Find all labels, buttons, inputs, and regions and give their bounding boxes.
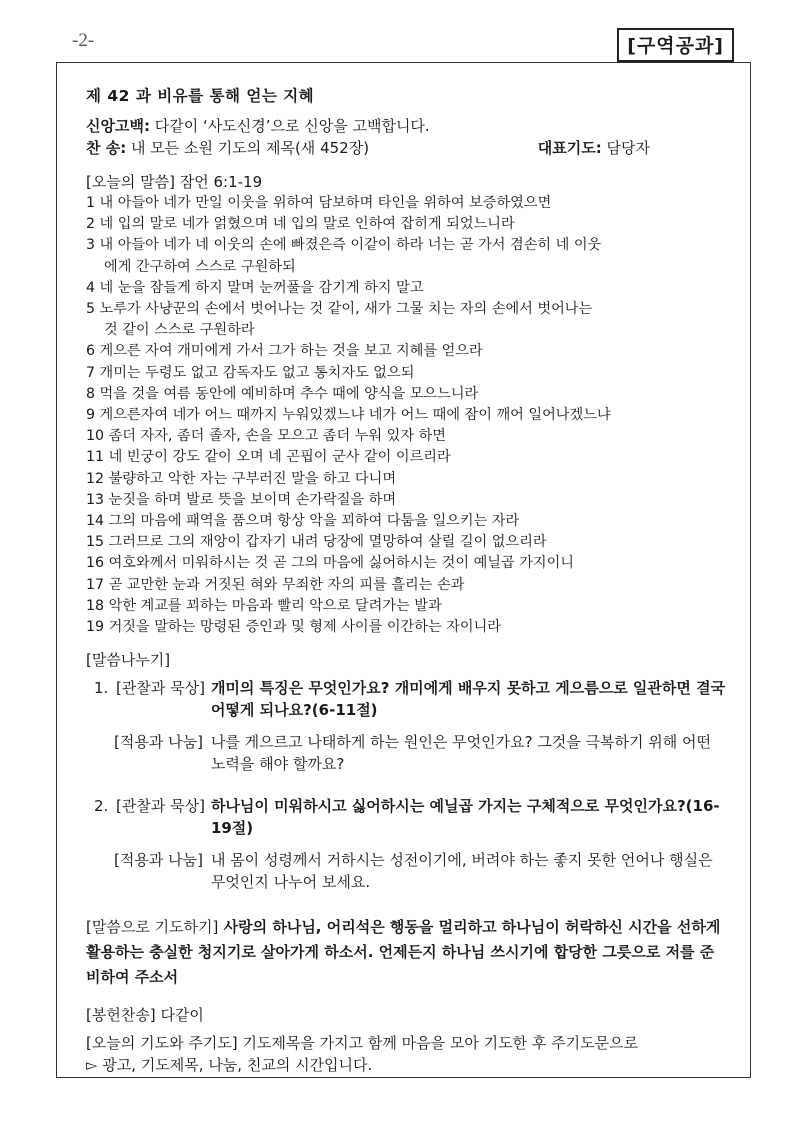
section-tag: [구역공과] — [617, 28, 734, 62]
lesson-title: 제 42 과 비유를 통해 얻는 지혜 — [86, 87, 315, 105]
confession-line — [86, 115, 726, 137]
offering-hymn — [86, 1004, 726, 1026]
scripture-label: [오늘의 말씀] — [86, 173, 175, 191]
verse: 2 네 입의 말로 네가 얽혔으며 네 입의 말로 인하여 잡히게 되었느니라 — [86, 216, 515, 233]
offering-text: 다같이 — [160, 1006, 204, 1025]
question-text: 하나님이 미워하시고 싫어하시는 예닐곱 가지는 구체적으로 무엇인가요?(16-19절) — [210, 797, 720, 838]
verse: 8 먹을 것을 여름 동안에 예비하며 추수 때에 양식을 모으느니라 — [86, 385, 479, 402]
final-prayer-label: [오늘의 기도와 주기도] — [86, 1034, 238, 1053]
offering-label: [봉헌찬송] — [86, 1006, 156, 1025]
verse-line: 에게 간구하여 스스로 구원하되 — [104, 258, 296, 275]
page-number: -2- — [72, 30, 95, 51]
verse: 13 눈짓을 하며 발로 뜻을 보이며 손가락질을 하며 — [86, 491, 397, 508]
verse-line: 5 노루가 사냥꾼의 손에서 벗어나는 것 같이, 새가 그물 치는 자의 손에서 벗어나는 — [86, 301, 593, 318]
sharing-label: [말씀나누기] — [86, 651, 171, 670]
hymn-label: 찬 송: — [86, 139, 127, 157]
question-tag: [관찰과 묵상] — [116, 797, 205, 816]
question-1 — [86, 677, 726, 775]
prayer-paragraph — [86, 915, 726, 990]
verse: 1 내 아들아 네가 만일 이웃을 위하여 담보하며 타인을 위하여 보증하였으면 — [86, 195, 552, 211]
verse-line: 것 같이 스스로 구원하라 — [104, 322, 255, 339]
verse: 16 여호와께서 미워하시는 것 곧 그의 마음에 싫어하시는 것이 예닐곱 가지이니 — [86, 555, 575, 572]
verse: 6 게으른 자여 개미에게 가서 그가 하는 것을 보고 지혜를 얻으라 — [86, 343, 483, 360]
verse — [86, 299, 726, 341]
hymn-line — [86, 137, 369, 159]
verse-list — [86, 193, 726, 638]
scripture-heading — [86, 171, 726, 193]
application-text: 나를 게으르고 나태하게 하는 원인은 무엇인가요? 그것을 극복하기 위해 어떤 노력을 해야 할까요? — [210, 733, 712, 774]
prayer-label: [말씀으로 기도하기] — [86, 918, 219, 937]
lesson-content — [86, 86, 726, 1076]
verse: 12 불량하고 악한 자는 구부러진 말을 하고 다니며 — [86, 470, 397, 487]
announcement-text: ▻ 광고, 기도제목, 나눔, 친교의 시간입니다. — [86, 1056, 373, 1075]
verse: 7 개미는 두령도 없고 감독자도 없고 통치자도 없으되 — [86, 364, 415, 381]
prayer-text: 사랑의 하나님, 어리석은 행동을 멀리하고 하나님이 허락하신 시간을 선하게 활용하는 충실한 청지기로 살아가게 하소서. 언제든지 하나님 쓰시기에 합당한 그릇으로 저를 준비하여 주소서 — [86, 918, 721, 987]
final-prayer — [86, 1032, 726, 1076]
question-tag: [관찰과 묵상] — [116, 679, 205, 698]
hymn-row — [86, 137, 726, 159]
application-2 — [114, 849, 726, 893]
application-1 — [114, 731, 726, 775]
verse — [86, 235, 726, 277]
verse: 11 네 빈궁이 강도 같이 오며 네 곤핍이 군사 같이 이르리라 — [86, 449, 451, 466]
representative-prayer-label: 대표기도: — [537, 139, 602, 157]
final-prayer-text: 기도제목을 가지고 함께 마음을 모아 기도한 후 주기도문으로 — [242, 1034, 639, 1053]
question-text: 개미의 특징은 무엇인가요? 개미에게 배우지 못하고 게으름으로 일관하면 결국 어떻게 되나요?(6-11절) — [210, 679, 726, 720]
verse: 17 곧 교만한 눈과 거짓된 혀와 무죄한 자의 피를 흘리는 손과 — [86, 576, 465, 593]
verse: 19 거짓을 말하는 망령된 증인과 및 형제 사이를 이간하는 자이니라 — [86, 619, 501, 636]
verse: 4 네 눈을 잠들게 하지 말며 눈꺼풀을 감기게 하지 말고 — [86, 279, 424, 296]
representative-prayer-text: 담당자 — [606, 139, 650, 157]
application-text: 내 몸이 성령께서 거하시는 성전이기에, 버려야 하는 좋지 못한 언어나 행실은 무엇인지 나누어 보세요. — [210, 851, 713, 892]
verse: 14 그의 마음에 패역을 품으며 항상 악을 꾀하여 다툼을 일으키는 자라 — [86, 513, 520, 530]
verse: 15 그러므로 그의 재앙이 갑자기 내려 당장에 멸망하여 살릴 길이 없으리라 — [86, 534, 547, 551]
verse-line: 3 내 아들아 네가 네 이웃의 손에 빠졌은즉 이같이 하라 너는 곧 가서 겸손히 네 이웃 — [86, 237, 602, 254]
scripture-reference: 잠언 6:1-19 — [179, 173, 263, 191]
confession-label: 신앙고백: — [86, 117, 150, 135]
verse: 18 악한 계교를 꾀하는 마음과 빨리 악으로 달려가는 발과 — [86, 597, 442, 614]
verse: 10 좀더 자자, 좀더 졸자, 손을 모으고 좀더 누워 있자 하면 — [86, 428, 446, 445]
question-2 — [86, 795, 726, 893]
question-number: 1. — [94, 679, 109, 698]
confession-text: 다같이 ‘사도신경’으로 신앙을 고백합니다. — [154, 117, 430, 135]
verse: 9 게으른자여 네가 어느 때까지 누워있겠느냐 네가 어느 때에 잠이 깨어 일어나겠느냐 — [86, 407, 611, 424]
question-number: 2. — [94, 797, 109, 816]
application-tag: [적용과 나눔] — [114, 851, 203, 870]
representative-prayer — [538, 137, 650, 159]
hymn-text: 내 모든 소원 기도의 제목(새 452장) — [130, 139, 370, 157]
application-tag: [적용과 나눔] — [114, 733, 203, 752]
